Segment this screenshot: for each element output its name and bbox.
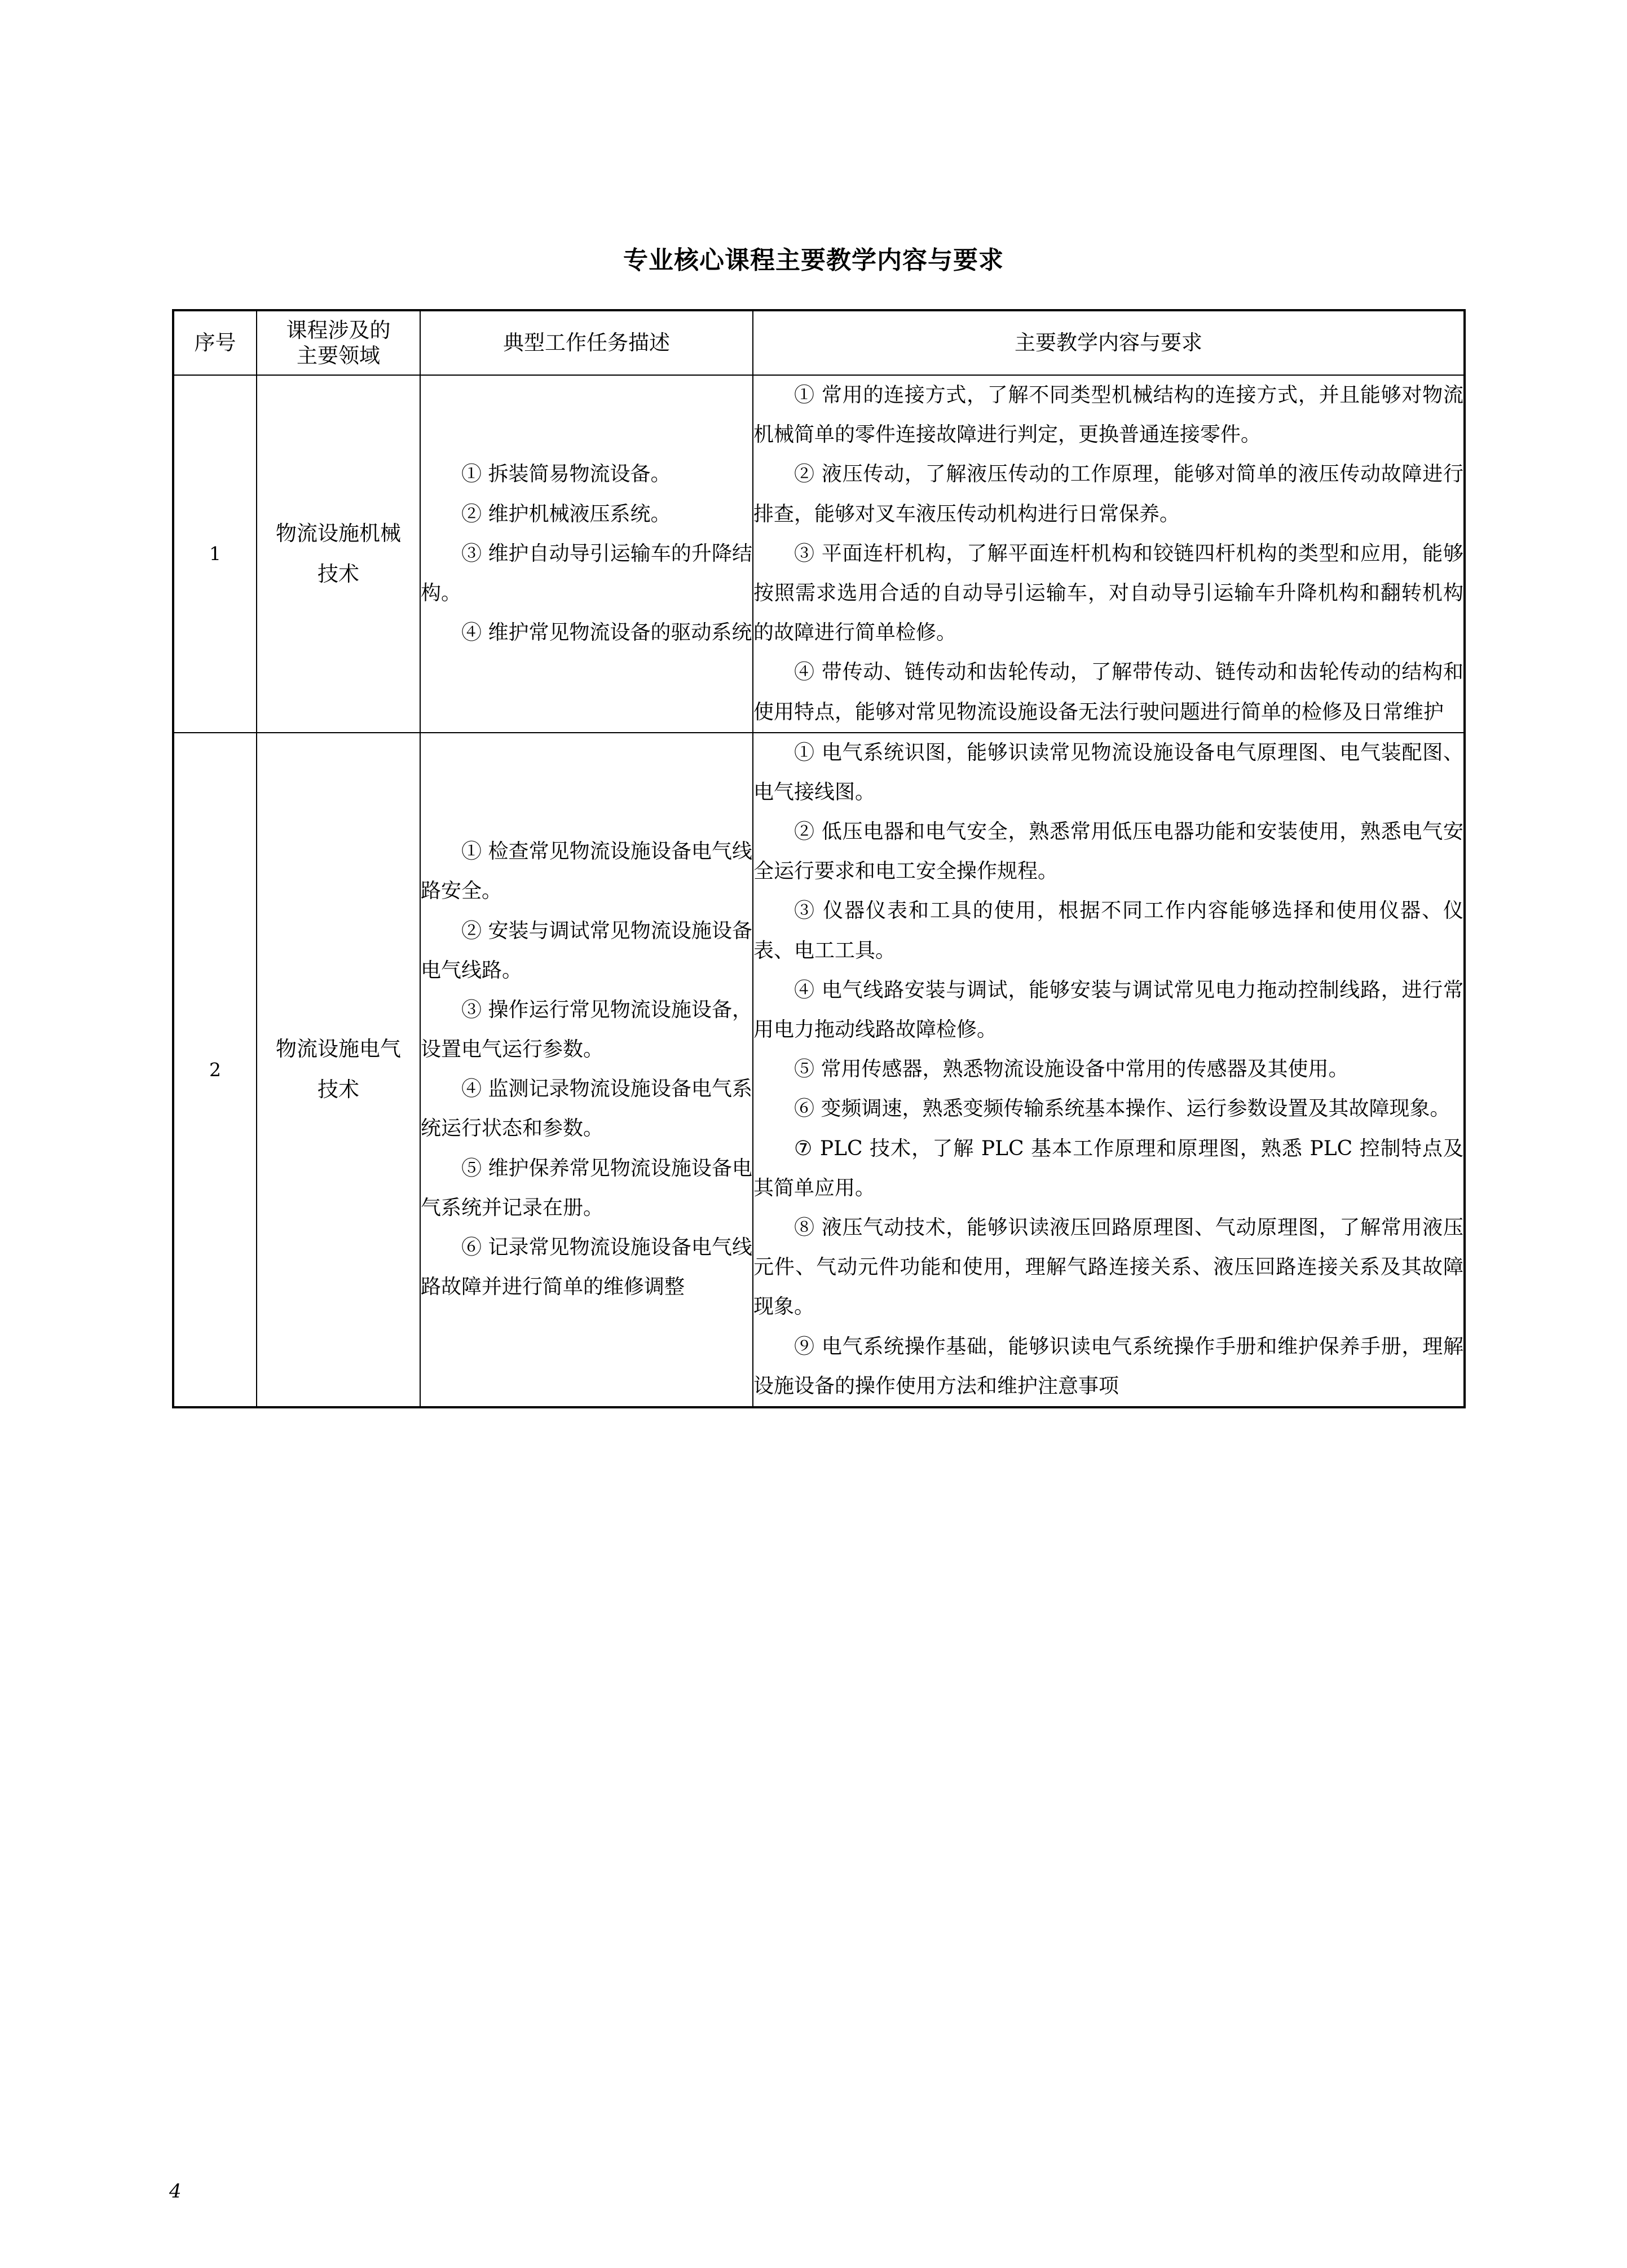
row-tasks: [420, 733, 753, 1407]
row-field-line1: 物流设施电气: [276, 1037, 401, 1062]
header-field-line1: 课程涉及的: [286, 318, 391, 342]
content-item: ⑦ PLC 技术，了解 PLC 基本工作原理和原理图，熟悉 PLC 控制特点及其简单应用。: [753, 1137, 1463, 1200]
task-item: ③ 维护自动导引运输车的升降结构。: [421, 541, 752, 605]
header-cell-task: 典型工作任务描述: [420, 310, 753, 375]
content-item: ① 电气系统识图，能够识读常见物流设施设备电气原理图、电气装配图、电气接线图。: [753, 741, 1463, 804]
content-item: ④ 带传动、链传动和齿轮传动，了解带传动、链传动和齿轮传动的结构和使用特点，能够对常见物流设施设备无法行驶问题进行简单的检修及日常维护: [753, 660, 1463, 724]
content-item: ⑤ 常用传感器，熟悉物流设施设备中常用的传感器及其使用。: [794, 1058, 1349, 1081]
table-body: [173, 375, 1465, 1407]
row-number: 1: [173, 375, 257, 733]
task-item: ③ 操作运行常见物流设施设备，设置电气运行参数。: [421, 998, 752, 1062]
content-item: ② 低压电器和电气安全，熟悉常用低压电器功能和安装使用，熟悉电气安全运行要求和电工安全操作规程。: [753, 820, 1463, 883]
content-item: ③ 平面连杆机构，了解平面连杆机构和铰链四杆机构的类型和应用，能够按照需求选用合适的自动导引运输车，对自动导引运输车升降机构和翻转机构的故障进行简单检修。: [753, 541, 1463, 645]
task-item: ⑤ 维护保养常见物流设施设备电气系统并记录在册。: [421, 1156, 752, 1219]
header-field-line2: 主要领域: [297, 343, 380, 368]
table-header: [173, 310, 1465, 375]
task-item: ④ 维护常见物流设备的驱动系统: [461, 621, 752, 645]
row-field: [257, 733, 420, 1407]
table-row: [173, 733, 1465, 1407]
row-field-line2: 技术: [318, 1077, 359, 1102]
curriculum-table: [172, 309, 1466, 1408]
task-item: ② 维护机械液压系统。: [461, 502, 671, 526]
table-row: [173, 375, 1465, 733]
content-item: ⑧ 液压气动技术，能够识读液压回路原理图、气动原理图，了解常用液压元件、气动元件功能和使用，理解气路连接关系、液压回路连接关系及其故障现象。: [753, 1216, 1463, 1319]
content-item: ③ 仪器仪表和工具的使用，根据不同工作内容能够选择和使用仪器、仪表、电工工具。: [753, 899, 1463, 962]
page-title: 专业核心课程主要教学内容与要求: [623, 246, 1004, 275]
task-item: ⑥ 记录常见物流设施设备电气线路故障并进行简单的维修调整: [421, 1236, 752, 1299]
header-cell-main: 主要教学内容与要求: [753, 310, 1465, 375]
task-item: ② 安装与调试常见物流设施设备电气线路。: [421, 919, 752, 982]
row-field: [257, 375, 420, 733]
task-item: ④ 监测记录物流设施设备电气系统运行状态和参数。: [421, 1077, 752, 1140]
task-item: ① 检查常见物流设施设备电气线路安全。: [421, 840, 752, 903]
table-header-row: [173, 310, 1465, 375]
row-contents: [753, 375, 1465, 733]
row-field-line2: 技术: [318, 561, 359, 586]
header-cell-field: [257, 310, 420, 375]
task-item: ① 拆装简易物流设备。: [461, 463, 671, 486]
content-item: ① 常用的连接方式，了解不同类型机械结构的连接方式，并且能够对物流机械简单的零件连接故障进行判定，更换普通连接零件。: [753, 384, 1463, 447]
page-number: 4: [169, 2180, 182, 2203]
header-cell-no: 序号: [173, 310, 257, 375]
content-item: ⑥ 变频调速，熟悉变频传输系统基本操作、运行参数设置及其故障现象。: [794, 1097, 1450, 1121]
row-number: 2: [173, 733, 257, 1407]
content-item: ⑨ 电气系统操作基础，能够识读电气系统操作手册和维护保养手册，理解设施设备的操作使用方法和维护注意事项: [753, 1335, 1463, 1398]
row-contents: [753, 733, 1465, 1407]
row-tasks: [420, 375, 753, 733]
content-item: ② 液压传动，了解液压传动的工作原理，能够对简单的液压传动故障进行排查，能够对叉车液压传动机构进行日常保养。: [753, 463, 1463, 526]
content-item: ④ 电气线路安装与调试，能够安装与调试常见电力拖动控制线路，进行常用电力拖动线路故障检修。: [753, 978, 1463, 1041]
row-field-line1: 物流设施机械: [276, 521, 401, 545]
